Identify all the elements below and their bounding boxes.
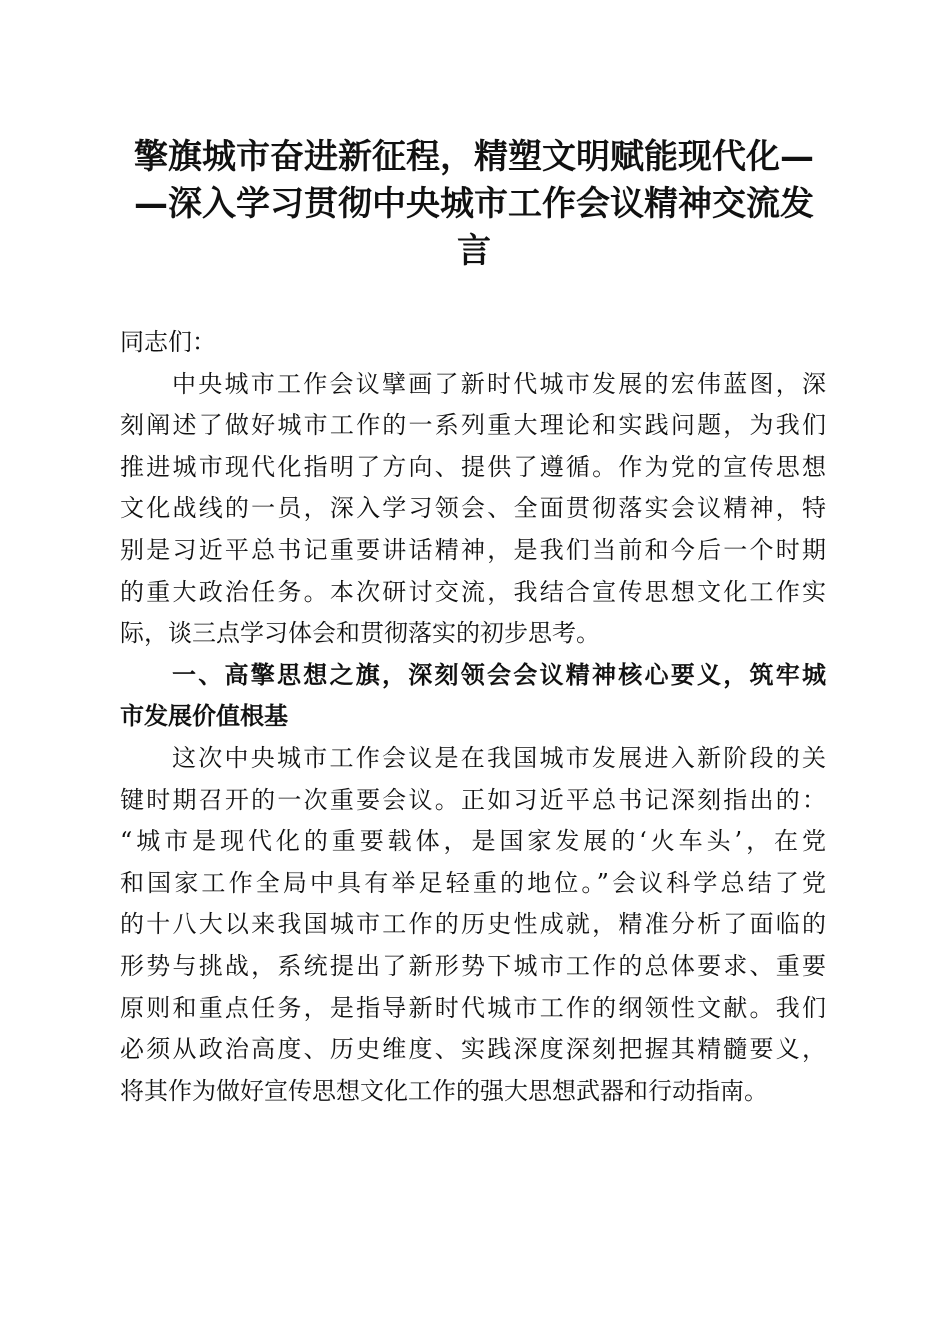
paragraph-line: 的十八大以来我国城市工作的历史性成就，精准分析了面临的 bbox=[120, 910, 826, 939]
paragraph-line: 形势与挑战，系统提出了新形势下城市工作的总体要求、重要 bbox=[120, 951, 826, 980]
paragraph-line: 的重大政治任务。本次研讨交流，我结合宣传思想文化工作实 bbox=[120, 577, 826, 606]
paragraph-line: 键时期召开的一次重要会议。正如习近平总书记深刻指出的： bbox=[120, 785, 826, 814]
document-body bbox=[120, 322, 826, 1112]
paragraph-line: 别是习近平总书记重要讲话精神，是我们当前和今后一个时期 bbox=[120, 535, 826, 564]
heading-line: 市发展价值根基 bbox=[120, 702, 288, 731]
paragraph-line: 必须从政治高度、历史维度、实践深度深刻把握其精髓要义， bbox=[120, 1035, 826, 1064]
heading-line: 一、高擎思想之旗，深刻领会会议精神核心要义，筑牢城 bbox=[172, 660, 826, 689]
title-line: —深入学习贯彻中央城市工作会议精神交流发 bbox=[134, 184, 814, 224]
document-title bbox=[118, 134, 830, 275]
title-line: 言 bbox=[457, 231, 491, 271]
paragraph-line: 推进城市现代化指明了方向、提供了遵循。作为党的宣传思想 bbox=[120, 452, 826, 481]
title-line: 擎旗城市奋进新征程，精塑文明赋能现代化— bbox=[134, 137, 814, 177]
paragraph-line: 际，谈三点学习体会和贯彻落实的初步思考。 bbox=[120, 619, 600, 648]
section-heading-1 bbox=[120, 655, 826, 738]
paragraph-line: 原则和重点任务，是指导新时代城市工作的纲领性文献。我们 bbox=[120, 993, 826, 1022]
paragraph-line: 文化战线的一员，深入学习领会、全面贯彻落实会议精神，特 bbox=[120, 494, 826, 523]
paragraph-line: 和国家工作全局中具有举足轻重的地位。”会议科学总结了党 bbox=[120, 868, 826, 897]
paragraph-line: 这次中央城市工作会议是在我国城市发展进入新阶段的关 bbox=[172, 743, 826, 772]
paragraph-line: 刻阐述了做好城市工作的一系列重大理论和实践问题，为我们 bbox=[120, 411, 826, 440]
salutation: 同志们： bbox=[120, 328, 216, 356]
paragraph-section-1 bbox=[120, 738, 826, 1112]
paragraph-line: “城市是现代化的重要载体，是国家发展的‘火车头’，在党 bbox=[120, 827, 826, 856]
paragraph-intro bbox=[120, 364, 826, 655]
paragraph-line: 将其作为做好宣传思想文化工作的强大思想武器和行动指南。 bbox=[120, 1076, 768, 1105]
paragraph-line: 中央城市工作会议擘画了新时代城市发展的宏伟蓝图，深 bbox=[172, 369, 826, 398]
